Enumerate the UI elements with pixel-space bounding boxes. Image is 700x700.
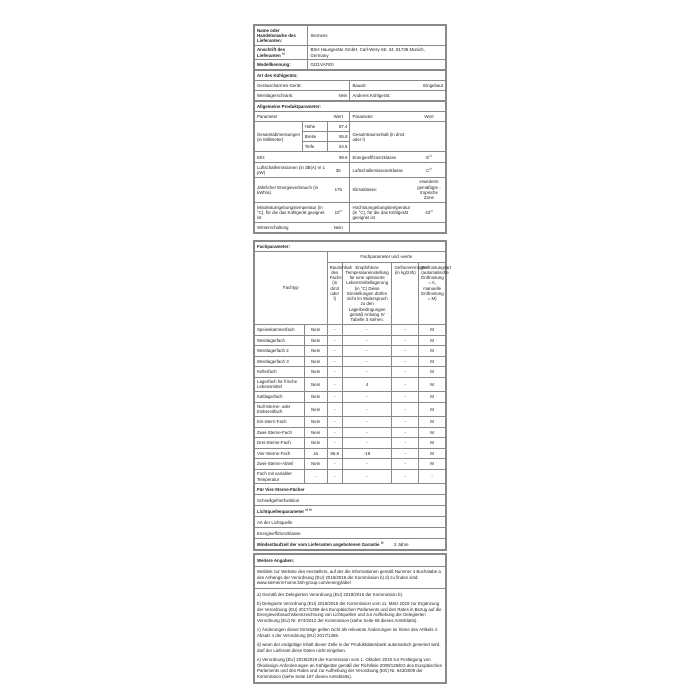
compartment-name: Kaltlagerfach <box>255 392 305 403</box>
param-value: Nein <box>327 223 350 233</box>
compartment-temp: - <box>342 438 392 449</box>
compartment-name: Weinlagerfach <box>255 335 305 346</box>
param-value: 10$^{c)}$ <box>327 203 350 223</box>
compartment-name: Fach mit variabler Temperatur <box>255 469 305 484</box>
compartment-row <box>255 469 446 484</box>
type-value <box>318 81 350 91</box>
type-label: Geräuscharmes Gerät: <box>255 81 318 91</box>
dimension-value: 87.4 <box>327 122 350 132</box>
param-label: Winterschaltung <box>255 223 328 233</box>
general-parameters-sheet <box>253 24 447 234</box>
compartment-present: Nein <box>304 402 327 417</box>
compartment-name: Weinlagerfach 3 <box>255 356 305 367</box>
compartment-row <box>255 392 446 403</box>
compartment-present: - <box>304 469 327 484</box>
volume-value <box>413 122 446 152</box>
compartment-temp: - <box>342 427 392 438</box>
dimension-label: Höhe <box>302 122 327 132</box>
supplier-value: Siemens <box>308 26 446 46</box>
address-row <box>255 45 446 60</box>
compartment-present: Nein <box>304 367 327 378</box>
compartment-present: Nein <box>304 335 327 346</box>
compartment-row <box>255 427 446 438</box>
param-value: 99.6 <box>327 152 350 163</box>
type-value <box>413 91 446 101</box>
compartment-table <box>254 241 451 550</box>
type-header: Art des Kühlgeräts: <box>255 71 446 81</box>
compartment-name: Lagerfach für frische Lebensmittel <box>255 377 305 392</box>
compartment-temp: - <box>342 459 392 470</box>
param-label: Luftschallemissionen (in dB(A) re 1 pW) <box>255 163 328 178</box>
supplier-table <box>254 25 446 70</box>
compartment-row <box>255 325 446 336</box>
address-label: Anschrift des Lieferanten $^{b)}$ <box>255 45 308 60</box>
type-value: Eingebaut <box>413 81 446 91</box>
compartment-defrost: M <box>419 402 446 417</box>
compartment-freeze: - <box>392 377 419 392</box>
compartment-freeze: - <box>392 335 419 346</box>
param-row <box>255 163 446 178</box>
compartment-name: Zwei-Sterne-Fach <box>255 427 305 438</box>
model-label: Modellkennung: <box>255 60 308 70</box>
compartment-row <box>255 367 446 378</box>
compartment-freeze: - <box>392 469 419 484</box>
weblink-paragraph: Weblink zur Website des Herstellers, auf der die Informationen gemäß Nummer 4 Buchstabe a des Anhangs der Verordnung (EU) 2019/2019 der Kommission b) d) zu finden sind: www.siemens-home.bsh-group.com/energylabel <box>255 566 446 589</box>
param-label: Jährlicher Energieverbrauch (in kWh/a) <box>255 177 328 202</box>
param-label: Höchstumgebungstemperatur (in °C), für die das Kühlgerät geeignet ist <box>350 203 413 223</box>
defrost-col-header: Entfrostungsart (automatische Entfrostung = A, manuelle Entfrostung = M) <box>419 263 446 325</box>
volume-label: Gesamtraumınhalt (in dm3 oder l) <box>350 122 413 152</box>
additional-info-header: Weitere Angaben: <box>255 555 446 567</box>
compartment-temp: -18 <box>342 448 392 459</box>
dimension-value: 55.8 <box>327 132 350 142</box>
compartment-temp: - <box>342 335 392 346</box>
compartment-row <box>255 346 446 357</box>
compartment-row <box>255 448 446 459</box>
param-label: EEI: <box>255 152 328 163</box>
compartment-volume: - <box>327 335 342 346</box>
value-col-header: Wert <box>327 112 350 122</box>
four-star-header: Für Vier-Sterne-Fächer <box>255 484 446 495</box>
model-value: GI21VAFE0 <box>308 60 446 70</box>
light-header: Lichtquellenparameter $^{a) b)}$ <box>255 506 446 517</box>
compartment-temp: - <box>342 392 392 403</box>
param-label: Mindestumgebungstemperatur (in °C), für die das Kühlgerät geeignet ist <box>255 203 328 223</box>
param-value: 176 <box>327 177 350 202</box>
compartment-freeze: - <box>392 459 419 470</box>
compartment-freeze: - <box>392 448 419 459</box>
type-label: Weinlagerschrank: <box>255 91 318 101</box>
compartment-freeze: - <box>392 427 419 438</box>
compartment-volume: - <box>327 469 342 484</box>
compartment-volume: - <box>327 377 342 392</box>
compartment-defrost: M <box>419 448 446 459</box>
compartment-defrost: M <box>419 346 446 357</box>
supplier-row <box>255 26 446 46</box>
compartment-row <box>255 417 446 428</box>
compartment-row <box>255 459 446 470</box>
compartment-defrost: M <box>419 427 446 438</box>
param-value: $E^{c)}$ <box>413 152 446 163</box>
light-class-row: Energieeffizienzklasse <box>255 528 446 539</box>
type-value: Nein <box>318 91 350 101</box>
compartment-volume: - <box>327 417 342 428</box>
compartment-freeze: - <box>392 325 419 336</box>
dimension-label: Breite <box>302 132 327 142</box>
appliance-type-table <box>254 70 446 101</box>
fachtyp-header: Fachtyp <box>255 252 328 325</box>
compartment-present: Nein <box>304 427 327 438</box>
type-row <box>255 91 446 101</box>
compartment-defrost: M <box>419 417 446 428</box>
value-col-header: Wert <box>413 112 446 122</box>
compartment-name: Ein-Stern-Fach <box>255 417 305 428</box>
empty-cell <box>350 223 446 233</box>
additional-info-sheet <box>253 553 447 684</box>
compartment-defrost: M <box>419 438 446 449</box>
compartment-temp: - <box>342 417 392 428</box>
compartment-volume: - <box>327 346 342 357</box>
compartment-volume: - <box>327 367 342 378</box>
dimension-row <box>255 122 446 132</box>
compartment-volume: - <box>327 402 342 417</box>
compartment-header: Fachparameter: <box>255 242 446 252</box>
compartment-temp: - <box>342 356 392 367</box>
compartment-volume: - <box>327 438 342 449</box>
footnote-paragraph: a) Gemäß der Delegierten Verordnung (EU) 2019/2015 der Kommission b). b) Delegierte Verordnung (EU) 2019/2015 der Kommission vom 11. März 2019 zur Ergänzung der Verordnung (EU) 2017/1369 des Europäischen Parlaments und des Rates in Bezug auf die Energieverbrauchskennzeichnung von Lichtquellen und zur Aufhebung der Delegierten Verordnung (EU) Nr. 874/2012 der Kommission (siehe Seite 68 dieses Amtsblatts). c) Änderungen dieser Einträge gelten nicht als relevante Änderungen im Sinne des Artikels 4 Absatz 4 der Verordnung (EU) 2017/1369. d) wenn der endgültige Inhalt dieser Zelle in der Produktdatenbank automatisch generiert wird, darf der Lieferant diese Daten nicht eingeben. e) Verordnung (EU) 2019/2019 der Kommission vom 1. Oktober 2019 zur Festlegung von Ökodesign-Anforderungen an Kühlgeräte gemäß der Richtlinie 2009/125/EG des Europäischen Parlaments und des Rates und zur Aufhebung der Verordnung (EG) Nr. 643/2009 der Kommission (siehe Seite 187 dieses Amtsblatts). <box>255 589 446 683</box>
warranty-label: Mindestlaufzeit der vom Lieferanten angebotenen Garantie $^{b)}$ <box>255 539 392 550</box>
temp-col-header: Empfohlene Temperatureinstellung für eine optimierte Lebensmittellagerung (in °C) Diese Einstellungen dürfen nicht im Widerspruch zu den Lagerbedingungen gemäß Anhang IV Tabelle 3 stehen. <box>342 263 392 325</box>
light-type-row: Art der Lichtquelle <box>255 517 446 528</box>
compartment-freeze: - <box>392 417 419 428</box>
compartment-defrost: M <box>419 377 446 392</box>
param-col-header: Parameter <box>255 112 328 122</box>
compartment-present: Nein <box>304 356 327 367</box>
dimension-label: Tiefe <box>302 142 327 152</box>
dimension-value: 54.5 <box>327 142 350 152</box>
compartment-present: Nein <box>304 417 327 428</box>
general-parameters-table <box>254 101 446 233</box>
compartment-defrost: M <box>419 325 446 336</box>
compartment-parameters-sheet <box>253 240 451 551</box>
compartment-temp: - <box>342 367 392 378</box>
additional-info-table <box>254 554 446 683</box>
compartment-defrost: M <box>419 392 446 403</box>
compartment-present: Nein <box>304 459 327 470</box>
type-label: Bauart: <box>350 81 413 91</box>
type-row <box>255 81 446 91</box>
compartment-volume: - <box>327 459 342 470</box>
param-value: erweiterte gemäßigte - tropische Zone <box>413 177 446 202</box>
compartment-defrost: M <box>419 459 446 470</box>
param-label: Klimaklasse: <box>350 177 413 202</box>
param-label: Luftschallemissionsklasse <box>350 163 413 178</box>
compartment-name: Kellerfach <box>255 367 305 378</box>
param-value: 36 <box>327 163 350 178</box>
compartment-row <box>255 377 446 392</box>
compartment-name: Speisekammerfach <box>255 325 305 336</box>
type-label: Anderes Kühlgerät: <box>350 91 413 101</box>
address-value: BSH Hausgeräte GmbH, Carl-Wery-Str. 34, 81739 Munich, Germany <box>308 45 446 60</box>
compartment-name: Drei-Sterne-Fach <box>255 438 305 449</box>
compartment-temp: - <box>342 469 392 484</box>
compartment-name: Null-Sterne- oder Eisbereitfach <box>255 402 305 417</box>
column-header-row <box>255 112 446 122</box>
compartment-row <box>255 438 446 449</box>
compartment-freeze: - <box>392 392 419 403</box>
param-col-header: Parameter <box>350 112 413 122</box>
compartment-name: Vier-Sterne-Fach <box>255 448 305 459</box>
compartment-present: Nein <box>304 346 327 357</box>
compartment-temp: 4 <box>342 377 392 392</box>
model-row <box>255 60 446 70</box>
compartment-freeze: - <box>392 356 419 367</box>
compartment-defrost: M <box>419 335 446 346</box>
warranty-row <box>255 539 446 550</box>
compartment-volume: - <box>327 427 342 438</box>
param-value: $C^{c)}$ <box>413 163 446 178</box>
param-value: 43$^{c)}$ <box>413 203 446 223</box>
param-row <box>255 152 446 163</box>
compartment-present: Nein <box>304 377 327 392</box>
compartment-present: Ja <box>304 448 327 459</box>
compartment-volume: 96.8 <box>327 448 342 459</box>
compartment-temp: - <box>342 402 392 417</box>
freeze-col-header: Gefriervermögen (in kg/24h) <box>392 263 419 325</box>
compartment-volume: - <box>327 325 342 336</box>
compartment-rows <box>255 325 446 484</box>
compartment-present: Nein <box>304 325 327 336</box>
volume-col-header: Rauminhalt des Fachs (in dm3 oder l) <box>327 263 342 325</box>
compartment-freeze: - <box>392 402 419 417</box>
compartment-defrost: - <box>419 469 446 484</box>
compartment-defrost: M <box>419 356 446 367</box>
compartment-freeze: - <box>392 346 419 357</box>
compartment-freeze: - <box>392 367 419 378</box>
compartment-name: Zwei-Sterne-Abteil <box>255 459 305 470</box>
compartment-volume: - <box>327 392 342 403</box>
compartment-row <box>255 402 446 417</box>
supplier-label: Name oder Handelsmarke des Lieferanten: <box>255 26 308 46</box>
dimensions-label: Gesamtabmessungen (in Millimeter) <box>255 122 303 152</box>
param-row <box>255 203 446 223</box>
compartment-row <box>255 356 446 367</box>
param-label: Energieeffizienzklasse <box>350 152 413 163</box>
warranty-value: 2 Jahre <box>392 539 446 550</box>
group-header: Fachparameter und -werte <box>327 252 445 263</box>
compartment-freeze: - <box>392 438 419 449</box>
compartment-temp: - <box>342 346 392 357</box>
quick-freeze-row: Schnellgefrierfunktion <box>255 495 446 506</box>
compartment-row <box>255 335 446 346</box>
compartment-volume: - <box>327 356 342 367</box>
param-row <box>255 223 446 233</box>
compartment-defrost: M <box>419 367 446 378</box>
compartment-name: Weinlagerfach 2 <box>255 346 305 357</box>
group-header-row <box>255 252 446 263</box>
compartment-present: Nein <box>304 438 327 449</box>
compartment-present: Nein <box>304 392 327 403</box>
general-header: Allgemeine Produktparameter: <box>255 102 446 112</box>
param-row <box>255 177 446 202</box>
compartment-temp: - <box>342 325 392 336</box>
